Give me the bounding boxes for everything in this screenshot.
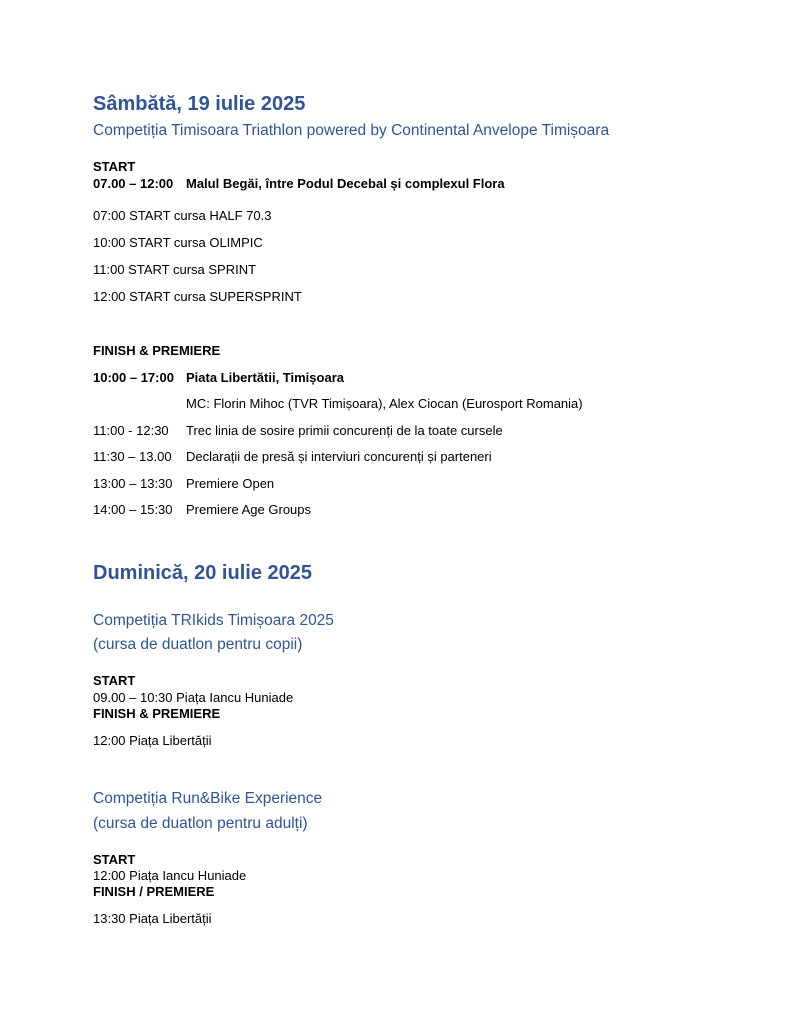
saturday-start-place: Malul Begăi, între Podul Decebal și complexul Flora	[186, 176, 505, 191]
schedule-time: 11:30 – 13.00	[93, 449, 172, 464]
trikids-start-label: START	[93, 673, 136, 688]
schedule-time: 13:00 – 13:30	[93, 476, 173, 491]
trikids-finish-line: 12:00 Piața Libertății	[93, 733, 212, 748]
trikids-start-line: 09.00 – 10:30 Piața Iancu Huniade	[93, 690, 294, 705]
runbike-title: Competiția Run&Bike Experience	[93, 790, 323, 807]
schedule-desc: Trec linia de sosire primii concurenți de la toate cursele	[186, 423, 503, 438]
race-start-item: 07:00 START cursa HALF 70.3	[93, 208, 272, 223]
schedule-time: 11:00 - 12:30	[93, 423, 169, 438]
saturday-mc-line: MC: Florin Mihoc (TVR Timișoara), Alex Ciocan (Eurosport Romania)	[186, 396, 583, 411]
saturday-competition-title: Competiția Timisoara Triathlon powered by Continental Anvelope Timișoara	[93, 122, 610, 139]
saturday-start-row	[93, 176, 505, 191]
schedule-desc: Declarații de presă și interviuri concurenți și parteneri	[186, 449, 492, 464]
trikids-finish-label: FINISH & PREMIERE	[93, 706, 221, 721]
saturday-finish-time: 10:00 – 17:00	[93, 370, 174, 385]
schedule-desc: Premiere Age Groups	[186, 502, 312, 517]
saturday-finish-row	[93, 370, 344, 385]
trikids-subtitle: (cursa de duatlon pentru copii)	[93, 636, 303, 653]
schedule-row	[93, 423, 503, 438]
saturday-date-heading: Sâmbătă, 19 iulie 2025	[93, 93, 306, 115]
saturday-finish-label: FINISH & PREMIERE	[93, 343, 221, 358]
sunday-date-heading: Duminică, 20 iulie 2025	[93, 562, 312, 584]
saturday-start-time: 07.00 – 12:00	[93, 176, 174, 191]
race-start-item: 11:00 START cursa SPRINT	[93, 262, 257, 277]
saturday-finish-place: Piata Libertătii, Timișoara	[186, 370, 344, 385]
race-start-item: 12:00 START cursa SUPERSPRINT	[93, 289, 302, 304]
runbike-finish-line: 13:30 Piața Libertății	[93, 911, 212, 926]
runbike-subtitle: (cursa de duatlon pentru adulți)	[93, 815, 308, 832]
schedule-desc: Premiere Open	[186, 476, 275, 491]
schedule-row	[93, 476, 274, 491]
runbike-start-line: 12:00 Piața Iancu Huniade	[93, 868, 247, 883]
runbike-finish-label: FINISH / PREMIERE	[93, 884, 215, 899]
schedule-time: 14:00 – 15:30	[93, 502, 173, 517]
saturday-start-label: START	[93, 159, 136, 174]
trikids-title: Competiția TRIkids Timișoara 2025	[93, 612, 334, 629]
race-start-item: 10:00 START cursa OLIMPIC	[93, 235, 263, 250]
schedule-row	[93, 502, 311, 517]
runbike-start-label: START	[93, 852, 136, 867]
schedule-row	[93, 449, 492, 464]
